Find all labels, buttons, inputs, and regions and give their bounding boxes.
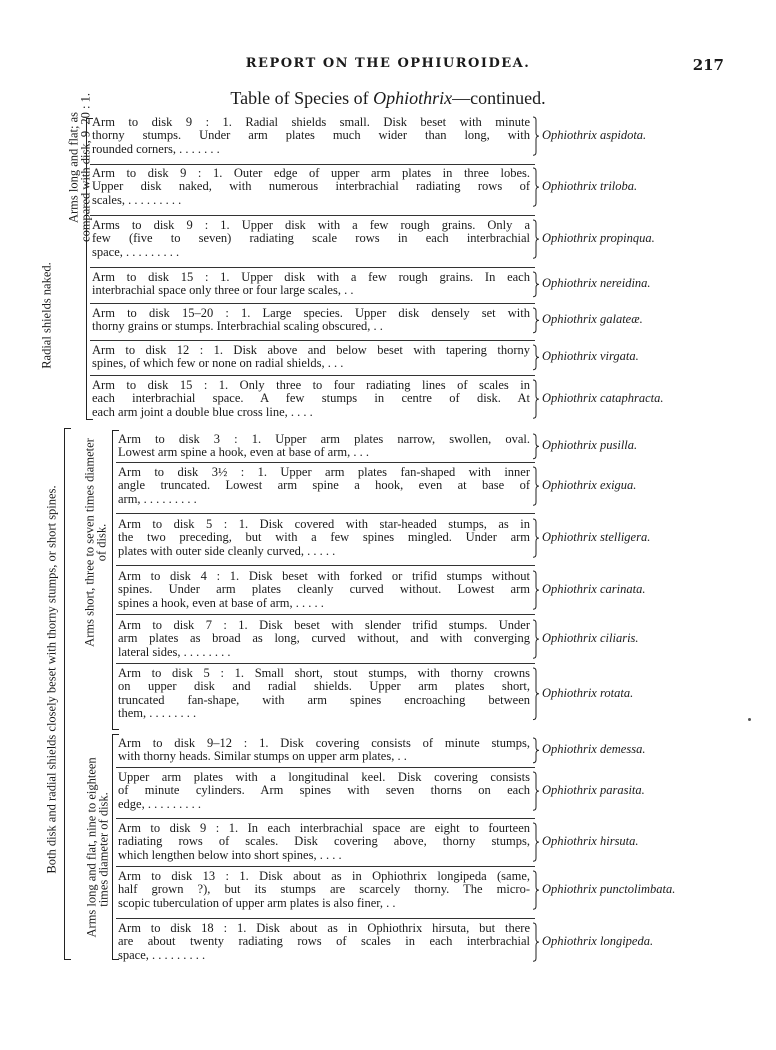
group-label-of-disk: of disk.: [94, 523, 109, 562]
entry-description: [92, 167, 530, 207]
caption-genus: Ophiothrix: [373, 88, 453, 108]
bracket-radial-naked: [86, 118, 87, 420]
entry-description: [118, 570, 530, 610]
entry-line: Arm to disk 9 : 1. In each interbrachial space are eight to fourteen: [118, 821, 530, 835]
entry-line: Arm to disk 15 : 1. Upper disk with a few rough grains. In each: [92, 270, 530, 284]
species-name: Ophiothrix exigua.: [542, 478, 637, 493]
running-header: [0, 56, 776, 78]
entry-line: Arm to disk 3 : 1. Upper arm plates narrow, swollen, oval.: [118, 432, 530, 446]
entry-line: spines. Under arm plates cleanly curved without. Lowest arm: [118, 582, 530, 597]
row-separator: [116, 818, 535, 819]
closing-brace: [532, 667, 540, 721]
entry-line: Arm to disk 4 : 1. Disk beset with forked or trifid stumps without: [118, 569, 530, 583]
closing-brace: [532, 518, 540, 558]
row-separator: [116, 614, 535, 615]
entry-description: [92, 271, 530, 298]
species-name: Ophiothrix aspidota.: [542, 128, 647, 143]
row-separator: [90, 267, 535, 268]
closing-brace: [532, 379, 540, 419]
entry-description: [118, 619, 530, 659]
closing-brace: [532, 307, 540, 334]
closing-brace: [532, 466, 540, 506]
entry-line: space, . . . . . . . . .: [92, 244, 180, 259]
page-number: 217: [692, 56, 724, 74]
entry-line: Arm to disk 15–20 : 1. Large species. Upper disk densely set with: [92, 306, 530, 320]
entry-line: Arm to disk 3½ : 1. Upper arm plates fan-shaped with inner: [118, 465, 530, 479]
species-name: Ophiothrix punctolimbata.: [542, 882, 676, 897]
entry-line: Arm to disk 5 : 1. Disk covered with star-headed stumps, as in: [118, 517, 530, 531]
species-name: Ophiothrix longipeda.: [542, 934, 654, 949]
entry-line: Arm to disk 18 : 1. Disk about as in Ophiothrix hirsuta, but there: [118, 921, 530, 935]
closing-brace: [532, 922, 540, 962]
row-separator: [116, 462, 535, 463]
species-name: Ophiothrix ciliaris.: [542, 631, 639, 646]
entry-description: [118, 870, 530, 910]
bracket-arms-short: [112, 430, 113, 730]
entry-line: scales, . . . . . . . . .: [92, 192, 182, 207]
closing-brace: [532, 271, 540, 298]
entry-line: on upper disk and radial shields. Upper arm plates short,: [118, 679, 530, 694]
group-label-times-diameter: times diameter of disk.: [96, 792, 111, 907]
entry-line: Arm to disk 15 : 1. Only three to four radiating lines of scales in: [92, 378, 530, 392]
entry-line: of minute cylinders. Arm spines with seven thorns on each: [118, 783, 530, 798]
entry-description: [92, 219, 530, 259]
caption-suffix: —continued.: [452, 88, 546, 108]
entry-line: Upper disk naked, with numerous interbrachial radiating rows of: [92, 179, 530, 194]
species-name: Ophiothrix stelligera.: [542, 530, 651, 545]
row-separator: [90, 340, 535, 341]
row-separator: [90, 215, 535, 216]
closing-brace: [532, 822, 540, 862]
entry-line: arm, . . . . . . . . .: [118, 491, 197, 506]
entry-line: rounded corners, . . . . . . .: [92, 141, 220, 156]
entry-line: each interbrachial space. A few stumps in centre of disk. At: [92, 391, 530, 406]
entry-line: are about twenty radiating rows of scales in each interbrachial: [118, 934, 530, 949]
entry-line: radiating rows of scales. Disk covering above, thorny stumps,: [118, 834, 530, 849]
species-name: Ophiothrix rotata.: [542, 685, 634, 700]
closing-brace: [532, 344, 540, 371]
entry-line: thorny stumps. Under arm plates much wider than long, with: [92, 128, 530, 143]
entry-line: scopic tuberculation of upper arm plates is also finer, . .: [118, 895, 396, 910]
entry-line: space, . . . . . . . . .: [118, 947, 206, 962]
closing-brace: [532, 116, 540, 156]
caption-prefix: Table of Species of: [230, 88, 374, 108]
species-name: Ophiothrix triloba.: [542, 179, 638, 194]
group-label-compared-disk: compared with disk, 9–20 : 1.: [78, 93, 93, 242]
entry-description: [118, 822, 530, 862]
entry-line: arm plates as broad as long, curved without, and with converging: [118, 631, 530, 646]
entry-description: [118, 518, 530, 558]
entry-line: truncated fan-shape, with arm spines encroaching between: [118, 692, 530, 707]
entry-description: [118, 922, 530, 962]
entry-line: each arm joint a double blue cross line, . . . .: [92, 404, 313, 419]
closing-brace: [532, 219, 540, 259]
entry-line: them, . . . . . . . .: [118, 706, 197, 721]
row-separator: [90, 303, 535, 304]
entry-line: the two preceding, but with a few spines mingled. Under arm: [118, 530, 530, 545]
closing-brace: [532, 433, 540, 460]
entry-line: Arm to disk 9 : 1. Radial shields small. Disk beset with minute: [92, 115, 530, 129]
entry-description: [92, 379, 530, 419]
row-separator: [116, 767, 535, 768]
row-separator: [116, 513, 535, 514]
species-name: Ophiothrix carinata.: [542, 582, 646, 597]
entry-line: thorny grains or stumps. Interbrachial scaling obscured, . .: [92, 319, 383, 334]
entry-description: [118, 466, 530, 506]
species-name: Ophiothrix demessa.: [542, 742, 646, 757]
closing-brace: [532, 870, 540, 910]
table-caption: [0, 88, 776, 109]
entry-line: which lengthen below into short spines, . . . .: [118, 847, 342, 862]
entry-description: [92, 307, 530, 334]
species-name: Ophiothrix virgata.: [542, 349, 639, 364]
closing-brace: [532, 771, 540, 811]
group-label-arms-long-eighteen: Arms long and flat, nine to eighteen: [84, 757, 99, 938]
entry-line: lateral sides, . . . . . . . .: [118, 644, 231, 659]
entry-line: Arm to disk 9–12 : 1. Disk covering consists of minute stumps,: [118, 736, 530, 750]
row-separator: [90, 164, 535, 165]
entry-description: [92, 344, 530, 371]
closing-brace: [532, 619, 540, 659]
group-label-arms-short: Arms short, three to seven times diameter: [82, 438, 97, 647]
entry-line: Lowest arm spine a hook, even at base of arm, . . .: [118, 445, 369, 460]
row-separator: [116, 663, 535, 664]
bracket-both-disk: [64, 428, 65, 960]
entry-line: half grown ?), but its stumps are scarcely thorny. The micro-: [118, 882, 530, 897]
entry-line: Arm to disk 12 : 1. Disk above and below beset with tapering thorny: [92, 343, 530, 357]
entry-line: spines, of which few or none on radial shields, . . .: [92, 356, 344, 371]
group-label-both-disk: Both disk and radial shields closely beset with thorny stumps, or short spines.: [44, 485, 59, 874]
species-name: Ophiothrix hirsuta.: [542, 834, 639, 849]
entry-description: [118, 771, 530, 811]
entry-description: [118, 667, 530, 721]
entry-line: few (five to seven) radiating scale rows in each interbrachial: [92, 231, 530, 246]
row-separator: [116, 565, 535, 566]
species-name: Ophiothrix parasita.: [542, 783, 645, 798]
entry-line: Arm to disk 7 : 1. Disk beset with slender trifid stumps. Under: [118, 618, 530, 632]
entry-line: plates with outer side cleanly curved, . . . . .: [118, 543, 336, 558]
species-name: Ophiothrix cataphracta.: [542, 391, 664, 406]
stray-mark: [748, 718, 751, 721]
species-name: Ophiothrix nereidina.: [542, 276, 651, 291]
closing-brace: [532, 737, 540, 764]
entry-description: [118, 433, 530, 460]
entry-line: Arms to disk 9 : 1. Upper disk with a few rough grains. Only a: [92, 218, 530, 232]
entry-description: [92, 116, 530, 156]
species-name: Ophiothrix pusilla.: [542, 438, 638, 453]
entry-line: Arm to disk 5 : 1. Small short, stout stumps, with thorny crowns: [118, 666, 530, 680]
entry-line: Upper arm plates with a longitudinal keel. Disk covering consists: [118, 770, 530, 784]
row-separator: [90, 375, 535, 376]
closing-brace: [532, 167, 540, 207]
group-label-arms-long-flat: Arms long and flat; as: [66, 111, 81, 224]
entry-line: angle truncated. Lowest arm spine a hook, even at base of: [118, 478, 530, 493]
entry-line: with thorny heads. Similar stumps on upper arm plates, . .: [118, 749, 407, 764]
entry-line: Arm to disk 9 : 1. Outer edge of upper arm plates in three lobes.: [92, 166, 530, 180]
group-label-radial-naked: Radial shields naked.: [39, 262, 54, 369]
entry-line: Arm to disk 13 : 1. Disk about as in Ophiothrix longipeda (same,: [118, 869, 530, 883]
entry-line: interbrachial space only three or four large scales, . .: [92, 283, 354, 298]
entry-description: [118, 737, 530, 764]
running-title: REPORT ON THE OPHIUROIDEA.: [245, 56, 531, 71]
species-name: Ophiothrix galateæ.: [542, 312, 643, 327]
entry-line: edge, . . . . . . . . .: [118, 796, 201, 811]
row-separator: [116, 918, 535, 919]
entry-line: spines a hook, even at base of arm, . . . . .: [118, 595, 324, 610]
species-name: Ophiothrix propinqua.: [542, 231, 655, 246]
row-separator: [116, 866, 535, 867]
closing-brace: [532, 570, 540, 610]
bracket-arms-long: [112, 734, 113, 960]
